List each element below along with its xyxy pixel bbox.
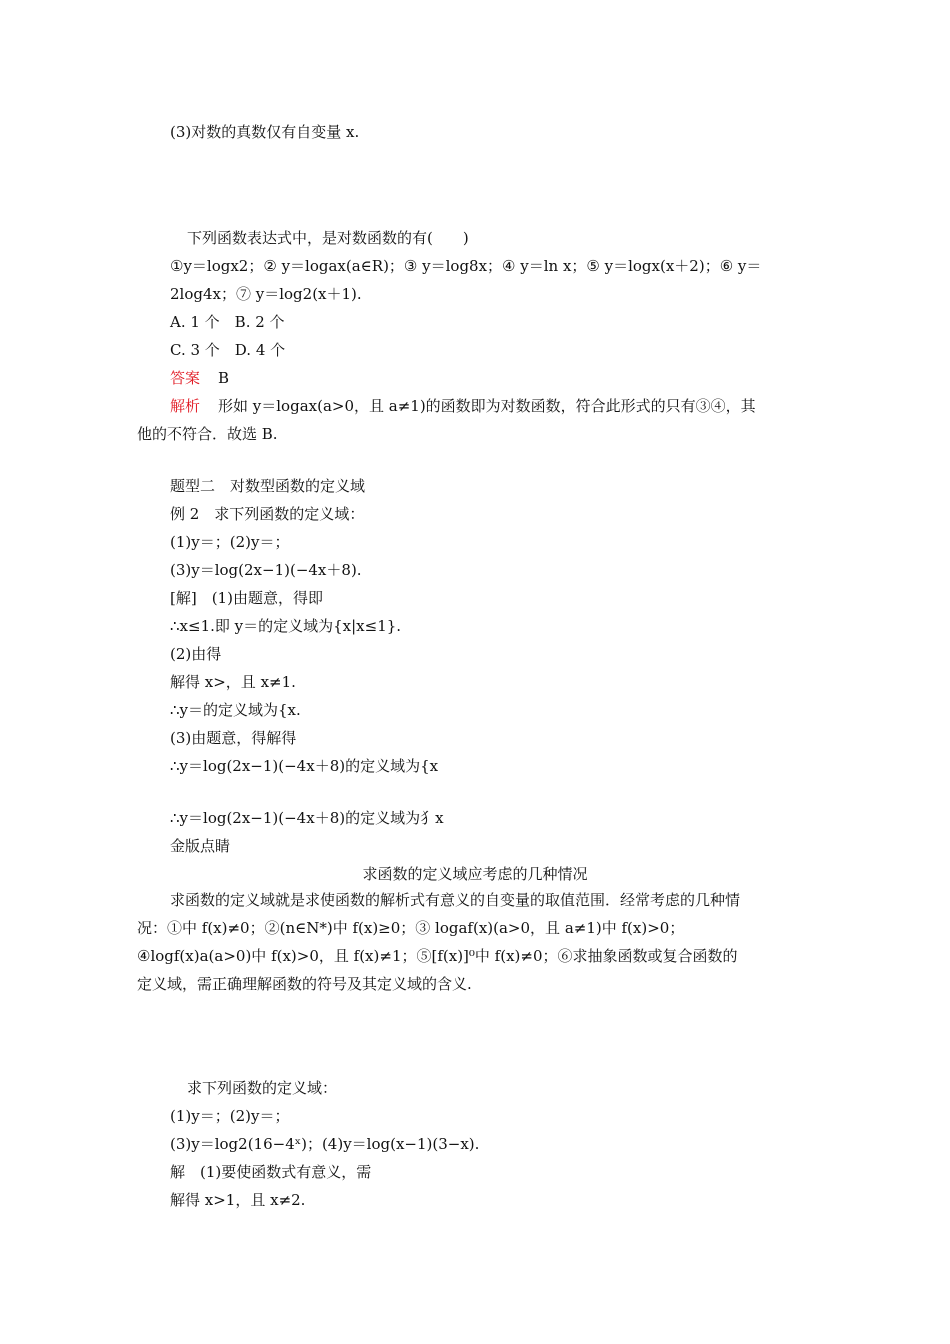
analysis-line bbox=[170, 396, 756, 416]
text-line: 解得 x>，且 x≠1. bbox=[170, 673, 296, 691]
text-line: (1)y＝；(2)y＝； bbox=[170, 533, 290, 551]
text-line: (3)对数的真数仅有自变量 x. bbox=[170, 123, 360, 141]
text-line: (3)y＝log2(16−4ˣ)；(4)y＝log(x−1)(3−x). bbox=[170, 1135, 480, 1153]
analysis-text: 形如 y＝logax(a>0，且 a≠1)的函数即为对数函数，符合此形式的只有③④，其 bbox=[218, 397, 756, 415]
text-line: (1)y＝；(2)y＝； bbox=[170, 1107, 290, 1125]
text-line: ∴y＝的定义域为{x. bbox=[170, 701, 301, 719]
section-heading: 题型二 对数型函数的定义域 bbox=[170, 477, 366, 495]
example-title: 例 2 求下列函数的定义域： bbox=[170, 505, 365, 523]
text-line: ∴y＝log(2x−1)(−4x＋8)的定义域为犭x bbox=[170, 809, 444, 827]
text-line: 他的不符合．故选 B. bbox=[137, 425, 278, 443]
tip-paragraph-line: 况：①中 f(x)≠0；②(n∈N*)中 f(x)≥0；③ logaf(x)(a>0，且 a≠1)中 f(x)>0； bbox=[137, 919, 685, 937]
answer-label: 答案 bbox=[170, 369, 201, 387]
text-line: ∴y＝log(2x−1)(−4x＋8)的定义域为{x bbox=[170, 757, 439, 775]
choice-line: A. 1 个 B. 2 个 bbox=[170, 313, 285, 331]
text-line: 解 (1)要使函数式有意义，需 bbox=[170, 1163, 372, 1181]
tip-paragraph-line: 求函数的定义域就是求使函数的解析式有意义的自变量的取值范围．经常考虑的几种情 bbox=[170, 891, 741, 909]
analysis-label: 解析 bbox=[170, 397, 201, 415]
question-stem: 下列函数表达式中，是对数函数的有( ) bbox=[187, 229, 469, 247]
answer-line bbox=[170, 368, 229, 388]
question-options-line: 2log4x；⑦ y＝log2(x＋1). bbox=[170, 285, 362, 303]
tip-paragraph-line: ④logf(x)a(a>0)中 f(x)>0，且 f(x)≠1；⑤[f(x)]⁰中 f(x)≠0；⑥求抽象函数或复合函数的 bbox=[137, 947, 738, 965]
tip-heading: 金版点睛 bbox=[170, 837, 231, 855]
question-options-line: ①y＝logx2；② y＝logax(a∈R)；③ y＝log8x；④ y＝ln x；⑤ y＝logx(x＋2)；⑥ y＝ bbox=[170, 257, 762, 275]
text-line: [解] (1)由题意，得即 bbox=[170, 589, 323, 607]
text-line: (3)由题意，得解得 bbox=[170, 729, 297, 747]
answer-value: B bbox=[218, 369, 230, 387]
text-line: (2)由得 bbox=[170, 645, 222, 663]
tip-paragraph-line: 定义域，需正确理解函数的符号及其定义域的含义. bbox=[137, 975, 472, 993]
tip-title: 求函数的定义域应考虑的几种情况 bbox=[362, 865, 588, 883]
exercise-stem: 求下列函数的定义域： bbox=[187, 1079, 338, 1097]
text-line: ∴x≤1.即 y＝的定义域为{x|x≤1}. bbox=[170, 617, 402, 635]
choice-line: C. 3 个 D. 4 个 bbox=[170, 341, 286, 359]
text-line: 解得 x>1，且 x≠2. bbox=[170, 1191, 306, 1209]
text-line: (3)y＝log(2x−1)(−4x＋8). bbox=[170, 561, 362, 579]
